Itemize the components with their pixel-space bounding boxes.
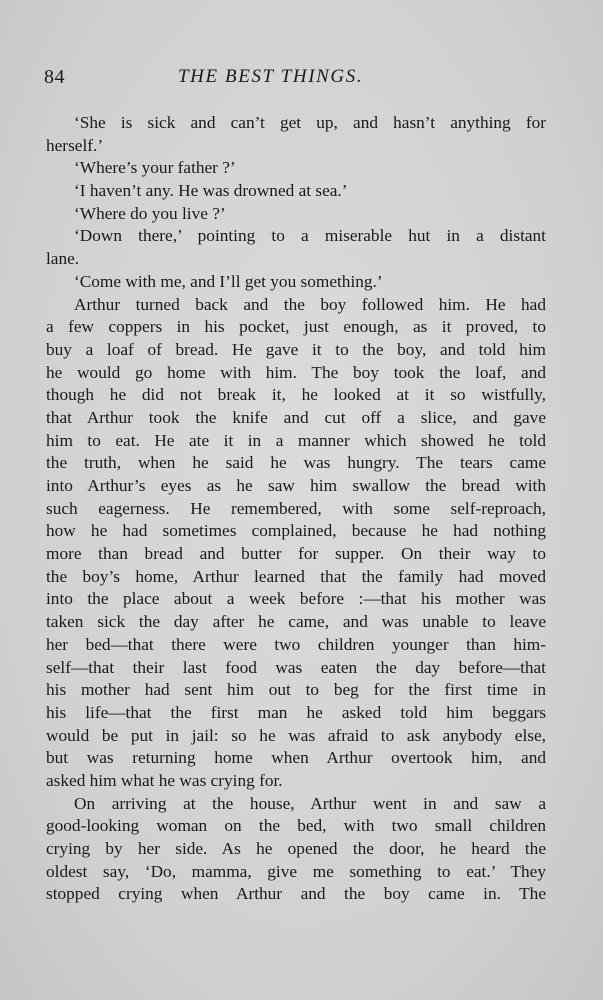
text-line: ‘She is sick and can’t get up, and hasn’t anything for <box>74 113 546 132</box>
text-line: On arriving at the house, Arthur went in and saw a <box>74 793 546 813</box>
text-line: asked him what he was crying for. <box>46 770 283 790</box>
text-line: her bed—that there were two children younger than him- <box>46 634 546 654</box>
body-text <box>46 112 546 906</box>
page-header <box>0 66 603 96</box>
text-line: more than bread and butter for supper. On their way to <box>46 544 546 564</box>
text-line: his life—that the first man he asked told him beggars <box>46 702 546 722</box>
text-line: taken sick the day after he came, and was unable to leave <box>46 612 546 632</box>
text-line: but was returning home when Arthur overtook him, and <box>46 748 546 768</box>
text-line: that Arthur took the knife and cut off a slice, and gave <box>46 407 546 427</box>
text-line: would be put in jail: so he was afraid to ask anybody else, <box>46 725 546 745</box>
text-line: herself.’ <box>46 135 104 155</box>
text-line: such eagerness. He remembered, with some self-reproach, <box>46 498 546 518</box>
text-line: ‘Where do you live ?’ <box>74 203 226 223</box>
page-number: 84 <box>44 66 65 88</box>
text-line: Arthur turned back and the boy followed him. He had <box>74 294 546 314</box>
text-line: the truth, when he said he was hungry. The tears came <box>46 453 546 473</box>
running-title: THE BEST THINGS. <box>178 66 364 87</box>
text-line: good-looking woman on the bed, with two small children <box>46 816 546 836</box>
text-line: self—that their last food was eaten the day before—that <box>46 657 546 677</box>
text-line: oldest say, ‘Do, mamma, give me something to eat.’ They <box>46 861 546 881</box>
text-line: buy a loaf of bread. He gave it to the boy, and told him <box>46 339 546 359</box>
text-line: stopped crying when Arthur and the boy came in. The <box>46 884 546 904</box>
text-line: lane. <box>46 249 80 269</box>
text-line: a few coppers in his pocket, just enough, as it proved, to <box>46 317 546 337</box>
text-line: his mother had sent him out to beg for the first time in <box>46 680 546 700</box>
text-line: how he had sometimes complained, because he had nothing <box>46 521 546 541</box>
text-line: he would go home with him. The boy took the loaf, and <box>46 362 546 382</box>
text-line: into the place about a week before :—that his mother was <box>46 589 546 609</box>
text-line: ‘Down there,’ pointing to a miserable hut in a distant <box>74 226 546 246</box>
text-line: into Arthur’s eyes as he saw him swallow the bread with <box>46 476 546 495</box>
text-line: crying by her side. As he opened the door, he heard the <box>46 839 546 858</box>
text-line: ‘I haven’t any. He was drowned at sea.’ <box>74 181 348 201</box>
text-line: though he did not break it, he looked at it so wistfully, <box>46 385 546 405</box>
text-line: ‘Come with me, and I’ll get you something.’ <box>74 271 383 291</box>
text-line: ‘Where’s your father ?’ <box>74 158 236 178</box>
text-line: him to eat. He ate it in a manner which showed he told <box>46 430 546 450</box>
text-line: the boy’s home, Arthur learned that the family had moved <box>46 566 546 586</box>
